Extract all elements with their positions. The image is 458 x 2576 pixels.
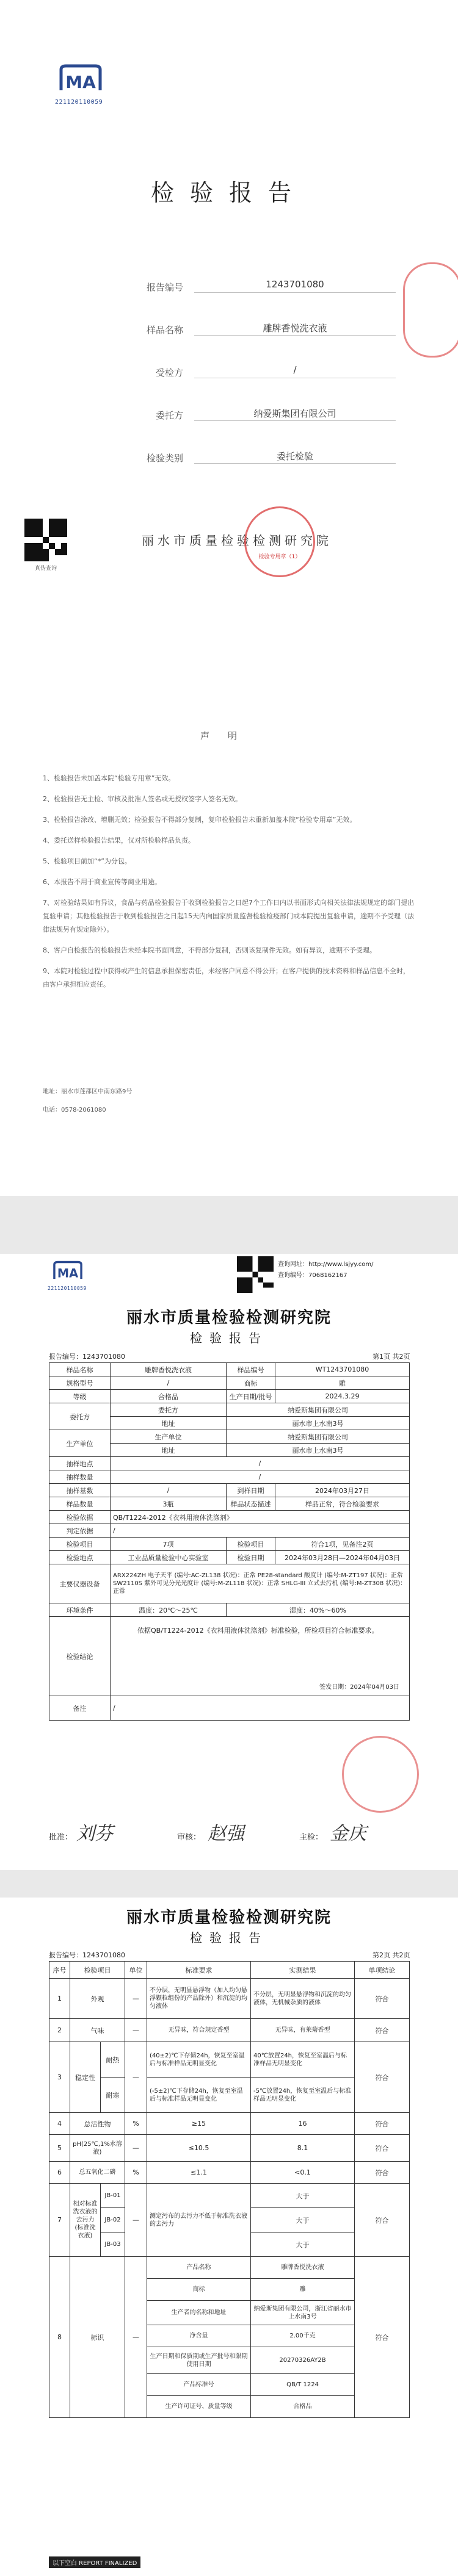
row-no: 2 bbox=[49, 2019, 70, 2042]
label-key: 产品名称 bbox=[147, 2257, 251, 2279]
cell-label: 检验结论 bbox=[49, 1617, 111, 1696]
cell-label: 生产单位 bbox=[49, 1430, 111, 1457]
field-label-sample: 样品名称 bbox=[146, 325, 183, 336]
field-value-category: 委托检验 bbox=[194, 450, 396, 464]
row-result: 大于 bbox=[251, 2232, 355, 2257]
cell-value: / bbox=[111, 1457, 410, 1470]
inspection-stamp bbox=[244, 506, 315, 577]
row-no: 1 bbox=[49, 1979, 70, 2019]
approve-signature: 刘芬 bbox=[76, 1823, 113, 1844]
declaration-item: 3、检验报告涂改、增删无效；检验报告不得部分复制，复印检验报告未重新加盖本院“检验专用章”无效。 bbox=[43, 816, 357, 824]
header-result: 实测结果 bbox=[251, 1962, 355, 1979]
label-value: 雕牌香悦洗衣液 bbox=[251, 2257, 355, 2279]
field-value-report-no: 1243701080 bbox=[194, 279, 396, 293]
cover-phone: 电话：0578-2061080 bbox=[43, 1107, 106, 1114]
field-value-inspected: / bbox=[194, 364, 396, 378]
cell-value: 工业品质量检验中心实验室 bbox=[111, 1551, 227, 1564]
main-label: 主检： bbox=[299, 1833, 324, 1842]
cell-label: 抽样数量 bbox=[49, 1470, 111, 1484]
qr-caption: 真伪查询 bbox=[34, 566, 57, 572]
cell-value: 纳爱斯集团有限公司 bbox=[227, 1430, 410, 1444]
row-unit: — bbox=[125, 2135, 147, 2162]
cell-value: 湿度：40%～60% bbox=[227, 1603, 410, 1617]
cell-value: QB/T1224-2012《衣料用液体洗涤剂》 bbox=[111, 1511, 410, 1524]
row-subitem: JB-02 bbox=[101, 2208, 125, 2232]
report-no-line bbox=[49, 1950, 125, 1960]
row-result: <0.1 bbox=[251, 2162, 355, 2184]
cell-label: 检验项目 bbox=[49, 1538, 111, 1551]
label-key: 生产者的名称和地址 bbox=[147, 2301, 251, 2325]
page-info: 第1页 共2页 bbox=[373, 1353, 410, 1361]
cell-value: 丽水市上水南3号 bbox=[227, 1417, 410, 1430]
row-no: 4 bbox=[49, 2113, 70, 2135]
row-unit: — bbox=[125, 2257, 147, 2418]
label-value: 20270326AY2B bbox=[251, 2347, 355, 2374]
report-no-label: 报告编号： bbox=[49, 1951, 82, 1959]
header-unit: 单位 bbox=[125, 1962, 147, 1979]
label-value: 合格品 bbox=[251, 2396, 355, 2418]
cma-mark-icon bbox=[48, 1259, 88, 1283]
report-institute: 丽水市质量检验检测研究院 bbox=[126, 1909, 332, 1927]
page-gap bbox=[0, 1196, 458, 1254]
header-no: 序号 bbox=[49, 1962, 70, 1979]
row-item: 总五氧化二磷 bbox=[70, 2162, 125, 2184]
header-req: 标准要求 bbox=[147, 1962, 251, 1979]
row-verdict: 符合 bbox=[355, 2019, 410, 2042]
cell-value: 2024年03月27日 bbox=[275, 1484, 410, 1497]
cover-institute: 丽水市质量检验检测研究院 bbox=[142, 533, 332, 548]
row-no: 3 bbox=[49, 2042, 70, 2113]
row-result: 16 bbox=[251, 2113, 355, 2135]
report-no: 1243701080 bbox=[82, 1951, 125, 1959]
report-footer-mark: 以下空白 REPORT FINALIZED bbox=[49, 2556, 140, 2568]
row-no: 7 bbox=[49, 2184, 70, 2257]
cell-value: 纳爱斯集团有限公司 bbox=[227, 1403, 410, 1417]
cell-label: 生产日期/批号 bbox=[227, 1390, 275, 1403]
cell-label: 委托方 bbox=[49, 1403, 111, 1430]
cell-value: 丽水市上水南3号 bbox=[227, 1444, 410, 1457]
report-summary-table bbox=[49, 1362, 410, 1721]
row-item: 标识 bbox=[70, 2257, 125, 2418]
declaration-item: 5、检验项目前加“*”为分包。 bbox=[43, 857, 131, 865]
svg-text:MA: MA bbox=[57, 1266, 79, 1281]
cell-label: 抽样地点 bbox=[49, 1457, 111, 1470]
label-key: 净含量 bbox=[147, 2325, 251, 2347]
cma-logo bbox=[55, 61, 106, 106]
declaration-item: 1、检验报告未加盖本院“检验专用章”无效。 bbox=[43, 774, 175, 782]
row-item: 外观 bbox=[70, 1979, 125, 2019]
report-no-label: 报告编号： bbox=[49, 1353, 82, 1361]
row-subitem: 耐寒 bbox=[101, 2078, 125, 2113]
cell-value: 温度：20℃～25℃ bbox=[111, 1603, 227, 1617]
cell-label: 检验地点 bbox=[49, 1551, 111, 1564]
cell-label: 商标 bbox=[227, 1376, 275, 1390]
cell-label: 委托方 bbox=[111, 1403, 227, 1417]
cell-value: / bbox=[111, 1376, 227, 1390]
cell-label: 样品数量 bbox=[49, 1497, 111, 1511]
verify-label: 查询编号： bbox=[278, 1272, 308, 1279]
cell-label: 生产单位 bbox=[111, 1430, 227, 1444]
row-verdict: 符合 bbox=[355, 2042, 410, 2113]
row-item: 相对标准洗衣液的去污力(标准洗衣液) bbox=[70, 2184, 101, 2257]
declaration-title: 声明 bbox=[200, 730, 256, 741]
verify-code: 7068162167 bbox=[308, 1272, 347, 1279]
row-verdict: 符合 bbox=[355, 2113, 410, 2135]
row-result: -5℃放置24h，恢复至室温后与标准样品无明显变化 bbox=[251, 2078, 355, 2113]
row-unit: — bbox=[125, 1979, 147, 2019]
row-req: ≥15 bbox=[147, 2113, 251, 2135]
report-subtitle: 检验报告 bbox=[190, 1930, 268, 1945]
stamp-text: 检验专用章（1） bbox=[258, 554, 301, 560]
row-result: 8.1 bbox=[251, 2135, 355, 2162]
row-no: 8 bbox=[49, 2257, 70, 2418]
label-key: 生产日期和保质期或生产批号和限期使用日期 bbox=[147, 2347, 251, 2374]
row-result: 大于 bbox=[251, 2184, 355, 2208]
row-req: ≤1.1 bbox=[147, 2162, 251, 2184]
declaration-item: 4、委托送样检验报告结果，仅对所检验样品负责。 bbox=[43, 836, 195, 844]
cell-value: / bbox=[111, 1484, 227, 1497]
cell-label: 抽样基数 bbox=[49, 1484, 111, 1497]
declaration-item: 6、本报告不用于商业宣传等商业用途。 bbox=[43, 878, 161, 886]
cell-value: 雕 bbox=[275, 1376, 410, 1390]
site-url[interactable]: http://www.lsjyy.com/ bbox=[308, 1261, 374, 1268]
conclusion-date: 签发日期：2024年04月03日 bbox=[319, 1684, 399, 1691]
page-gap bbox=[0, 1870, 458, 1898]
report-subtitle: 检验报告 bbox=[190, 1331, 268, 1345]
row-result: 大于 bbox=[251, 2208, 355, 2232]
cell-label: 等级 bbox=[49, 1390, 111, 1403]
cell-label: 地址 bbox=[111, 1444, 227, 1457]
header-verdict: 单项结论 bbox=[355, 1962, 410, 1979]
cell-value: 7项 bbox=[111, 1538, 227, 1551]
label-key: 产品标准号 bbox=[147, 2374, 251, 2396]
label-key: 商标 bbox=[147, 2279, 251, 2301]
report-page-2 bbox=[0, 1898, 458, 2576]
cell-value: 2024.3.29 bbox=[275, 1390, 410, 1403]
cell-label: 样品编号 bbox=[227, 1363, 275, 1376]
report-no-line bbox=[49, 1351, 125, 1361]
cma-number: 221120110059 bbox=[55, 99, 103, 106]
row-req: 无异味，符合规定香型 bbox=[147, 2019, 251, 2042]
cma-number: 221120110059 bbox=[48, 1286, 87, 1291]
row-req: 测定污布的去污力不低于标准洗衣液的去污力 bbox=[147, 2184, 251, 2257]
label-value: QB/T 1224 bbox=[251, 2374, 355, 2396]
row-unit: — bbox=[125, 2184, 147, 2257]
qr-code-icon bbox=[237, 1256, 274, 1293]
report-qr bbox=[237, 1256, 274, 1293]
field-value-client: 纳爱斯集团有限公司 bbox=[194, 407, 396, 421]
field-label-client: 委托方 bbox=[155, 410, 183, 421]
field-label-inspected: 受检方 bbox=[155, 367, 183, 378]
declaration-item: 7、对检验结果如有异议，食品与药品检验报告于收到检验报告之日起7个工作日内以书面形式向相关法律法规规定的部门提出复验申请；其他检验报告于收到检验报告之日起15天内向国家质量监督检验检疫部门或本院提出复验申请，逾期不予受理（法律法规另有规定除外）。 bbox=[43, 899, 414, 934]
cma-mark-icon bbox=[55, 61, 106, 96]
report-institute: 丽水市质量检验检测研究院 bbox=[126, 1309, 332, 1327]
row-no: 5 bbox=[49, 2135, 70, 2162]
cell-value: 符合1项，见备注2页 bbox=[275, 1538, 410, 1551]
label-value: 雕 bbox=[251, 2279, 355, 2301]
row-unit: — bbox=[125, 2019, 147, 2042]
cell-value: / bbox=[111, 1470, 410, 1484]
cell-label: 样品名称 bbox=[49, 1363, 111, 1376]
seam-stamp bbox=[403, 262, 458, 358]
cell-value: / bbox=[111, 1696, 410, 1721]
row-subitem: 耐热 bbox=[101, 2042, 125, 2078]
label-value: 2.00千克 bbox=[251, 2325, 355, 2347]
cell-value: / bbox=[111, 1524, 410, 1538]
verify-line bbox=[278, 1270, 347, 1279]
cell-value: ARX224ZH 电子天平 (编号:AC-ZL138 状况)：正常 PE28-standard 酸度计 (编号:M-ZT197 状况)：正常 SW2110S 紫外可见分光光度计 (编号:M-ZL118 状况)：正常 SHLG-III 立式去污机 (编号:M-ZT308 状况)：正常 bbox=[111, 1564, 410, 1603]
cell-value: 雕牌香悦洗衣液 bbox=[111, 1363, 227, 1376]
audit-signature: 赵强 bbox=[208, 1823, 244, 1844]
row-result: 无异味，有莱菊香型 bbox=[251, 2019, 355, 2042]
conclusion-cell bbox=[111, 1617, 410, 1696]
cell-value: 样品正常，符合检验要求 bbox=[275, 1497, 410, 1511]
declaration-list bbox=[43, 772, 415, 991]
cover-page bbox=[0, 0, 458, 1196]
field-label-report-no: 报告编号 bbox=[146, 282, 183, 293]
row-item: 总活性物 bbox=[70, 2113, 125, 2135]
cell-label: 环境条件 bbox=[49, 1603, 111, 1617]
field-value-sample: 雕牌香悦洗衣液 bbox=[194, 322, 396, 336]
verify-qr bbox=[24, 519, 67, 572]
row-unit: % bbox=[125, 2113, 147, 2135]
cell-label: 主要仪器设备 bbox=[49, 1564, 111, 1603]
cell-value: 2024年03月28日—2024年04月03日 bbox=[275, 1551, 410, 1564]
cover-title: 检验报告 bbox=[150, 179, 307, 206]
row-unit: — bbox=[125, 2042, 147, 2113]
row-verdict: 符合 bbox=[355, 1979, 410, 2019]
row-unit: % bbox=[125, 2162, 147, 2184]
cell-label: 检验项目 bbox=[227, 1538, 275, 1551]
cover-address: 地址：丽水市莲都区中南东路9号 bbox=[43, 1088, 133, 1095]
row-item: 稳定性 bbox=[70, 2042, 101, 2113]
cell-value: 3瓶 bbox=[111, 1497, 227, 1511]
row-req: (-5±2)℃下存储24h，恢复至室温后与标准样品无明显变化 bbox=[147, 2078, 251, 2113]
inspection-stamp bbox=[342, 1736, 419, 1813]
cell-label: 检验依据 bbox=[49, 1511, 111, 1524]
main-signature: 金庆 bbox=[330, 1823, 366, 1844]
report-page-1 bbox=[0, 1254, 458, 1870]
approve-label: 批准： bbox=[49, 1833, 73, 1842]
field-label-category: 检验类别 bbox=[146, 453, 183, 464]
declaration-item: 8、客户自检报告的检验报告未经本院书面同意，不得部分复制，否则该复制件无效。如有异议，逾期不予受理。 bbox=[43, 946, 376, 954]
row-no: 6 bbox=[49, 2162, 70, 2184]
site-prefix: 查询网址： bbox=[278, 1261, 308, 1268]
row-req: (40±2)℃下存储24h，恢复至室温后与标准样品无明显变化 bbox=[147, 2042, 251, 2078]
row-item: pH(25℃,1%水溶液) bbox=[70, 2135, 125, 2162]
row-subitem: JB-01 bbox=[101, 2184, 125, 2208]
report-no: 1243701080 bbox=[82, 1353, 125, 1361]
declaration-item: 2、检验报告无主检、审核及批准人签名或无授权签字人签名无效。 bbox=[43, 795, 242, 803]
cell-value: WT1243701080 bbox=[275, 1363, 410, 1376]
row-req: 不分层，无明显悬浮物（加入均匀悬浮颗粒组份的产品除外）和沉淀的均匀液体 bbox=[147, 1979, 251, 2019]
row-verdict: 符合 bbox=[355, 2162, 410, 2184]
qr-code-icon bbox=[24, 519, 67, 561]
declaration-item: 9、本院对检验过程中获得或产生的信息承担保密责任，未经客户同意不得公开；在客户提供的技术资料和样品信息不全时，由客户承担相应责任。 bbox=[43, 967, 410, 988]
audit-label: 审核： bbox=[177, 1833, 202, 1842]
label-value: 纳爱斯集团有限公司，浙江省丽水市上水南3号 bbox=[251, 2301, 355, 2325]
results-table bbox=[49, 1961, 410, 2418]
cell-label: 到样日期 bbox=[227, 1484, 275, 1497]
cell-label: 规格型号 bbox=[49, 1376, 111, 1390]
row-item: 气味 bbox=[70, 2019, 125, 2042]
header-item: 检验项目 bbox=[70, 1962, 125, 1979]
cell-value: 合格品 bbox=[111, 1390, 227, 1403]
cell-label: 样品状态描述 bbox=[227, 1497, 275, 1511]
cma-logo-small bbox=[48, 1259, 96, 1291]
row-req: ≤10.5 bbox=[147, 2135, 251, 2162]
row-verdict: 符合 bbox=[355, 2135, 410, 2162]
cell-label: 备注 bbox=[49, 1696, 111, 1721]
row-subitem: JB-03 bbox=[101, 2232, 125, 2257]
row-verdict: 符合 bbox=[355, 2184, 410, 2257]
page-info: 第2页 共2页 bbox=[373, 1951, 410, 1959]
svg-text:MA: MA bbox=[65, 72, 96, 92]
cell-label: 检验日期 bbox=[227, 1551, 275, 1564]
conclusion-text: 依据QB/T1224-2012《衣料用液体洗涤剂》标准检验，所检项目符合标准要求。 bbox=[137, 1627, 379, 1635]
cell-label: 判定依据 bbox=[49, 1524, 111, 1538]
row-result: 40℃放置24h，恢复至室温后与标准样品无明显变化 bbox=[251, 2042, 355, 2078]
site-line bbox=[278, 1259, 374, 1268]
cell-label: 地址 bbox=[111, 1417, 227, 1430]
row-result: 不分层，无明显悬浮物和沉淀的均匀液体，无机械杂质的液体 bbox=[251, 1979, 355, 2019]
row-verdict: 符合 bbox=[355, 2257, 410, 2418]
label-key: 生产许可证号、质量等级 bbox=[147, 2396, 251, 2418]
